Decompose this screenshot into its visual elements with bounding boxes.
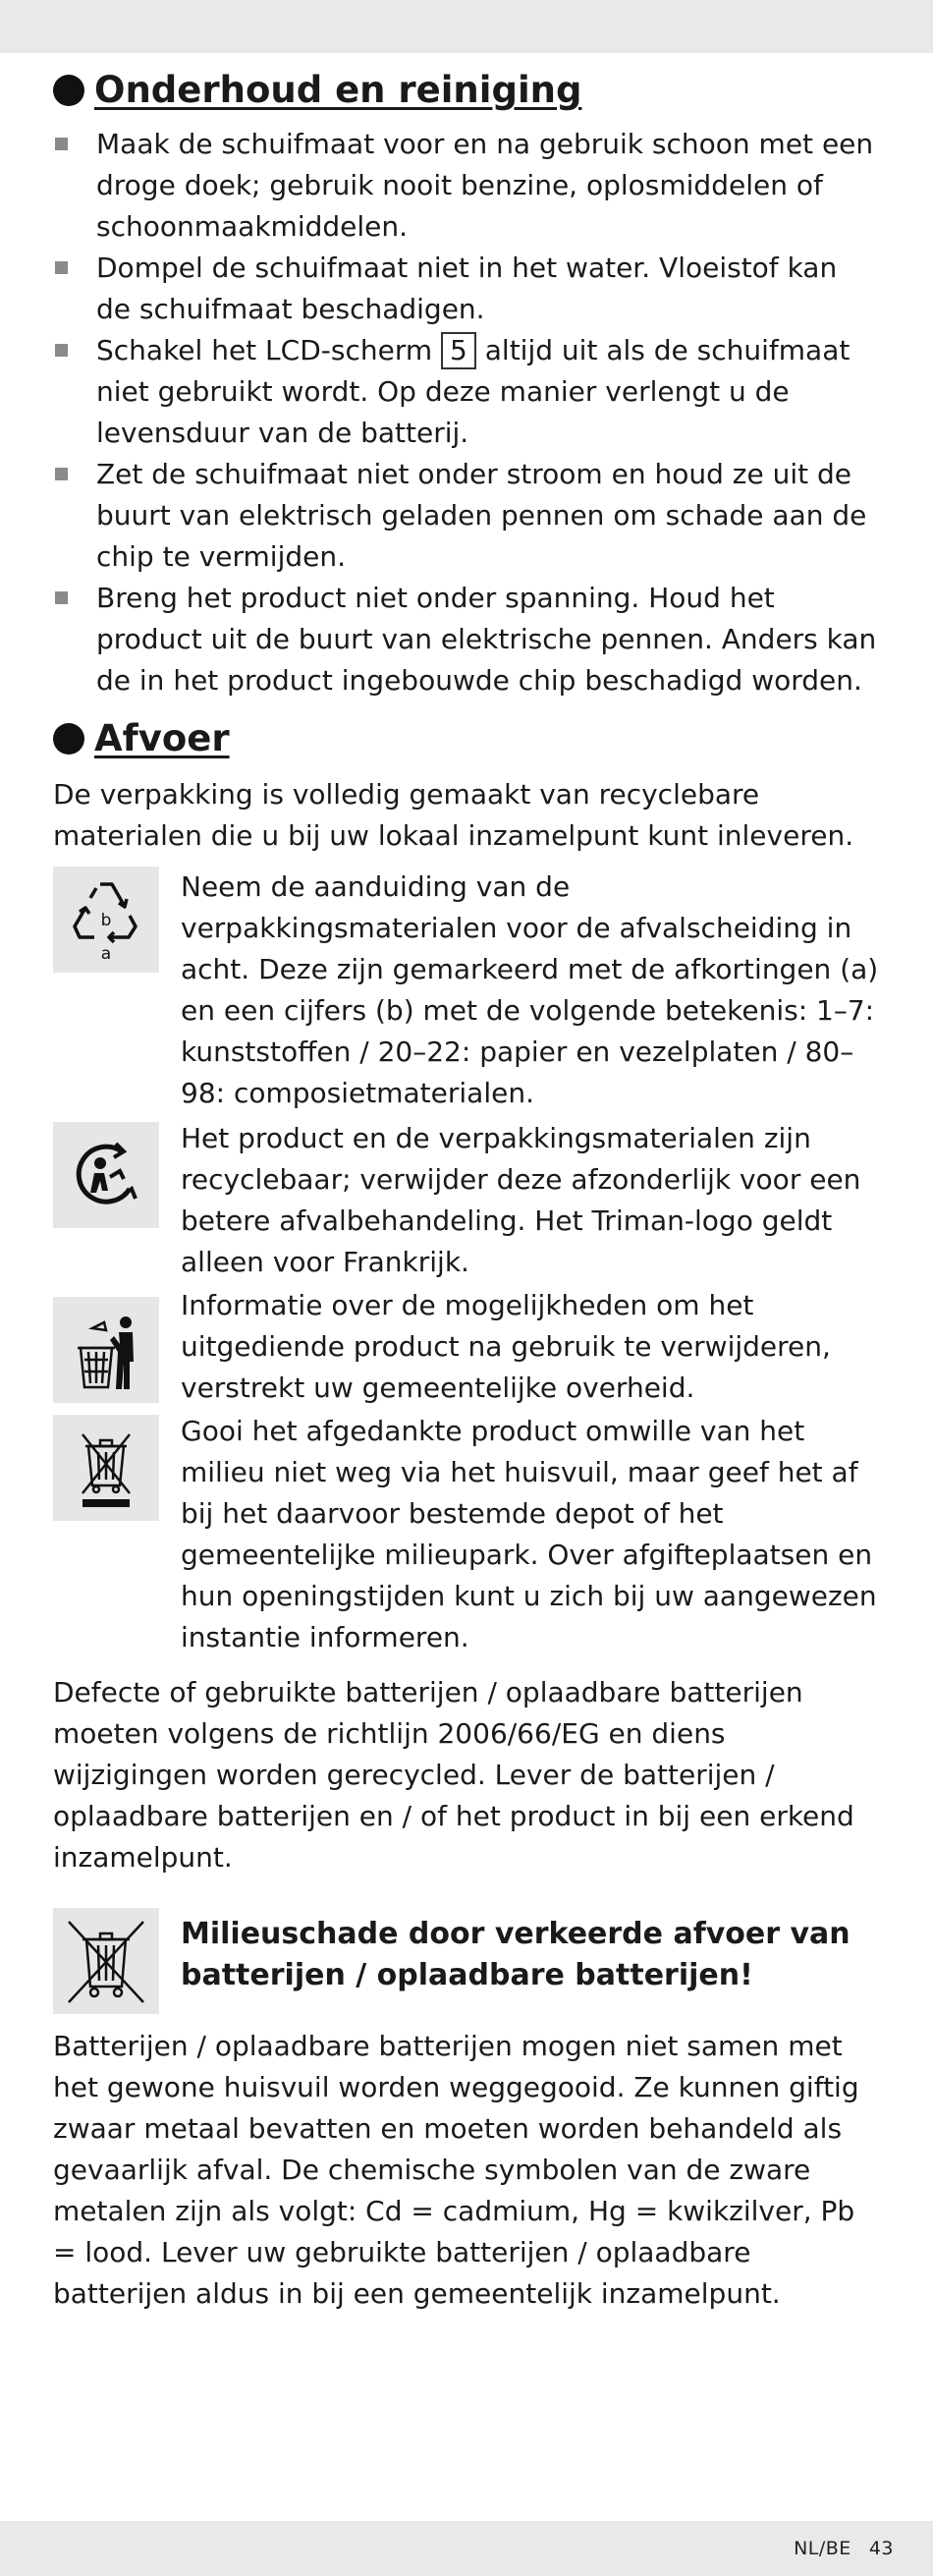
symbol-row-triman: Het product en de verpakkingsmaterialen zijn recyclebaar; verwijder deze afzonderlijk voor een betere afvalbehandeling. Het Triman-logo geldt alleen voor Frankrijk. (53, 1118, 880, 1283)
waste-bin-person-icon (53, 1297, 159, 1403)
top-margin-band (0, 0, 933, 53)
disposal-intro: De verpakking is volledig gemaakt van recyclebare materialen die u bij uw lokaal inzamelpunt kunt inleveren. (53, 778, 854, 852)
page-number: 43 (868, 2538, 894, 2559)
triman-logo-icon (53, 1122, 159, 1228)
recycling-code-icon (53, 867, 159, 973)
square-bullet-icon (55, 138, 68, 150)
page-footer (794, 2538, 894, 2559)
svg-text:a: a (100, 944, 112, 964)
section-heading-maintenance: Onderhoud en reiniging (53, 67, 880, 114)
maintenance-list (53, 124, 880, 701)
crossed-out-bin-icon (53, 1415, 159, 1521)
battery-recycling-paragraph: Defecte of gebruikte batterijen / oplaadbare batterijen moeten volgens de richtlijn 2006/66/EG en diens wijzigingen worden gerecycled. Lever de batterijen / oplaadbare batterijen en / of het product in bij een erkend inzamelpunt. (53, 1676, 854, 1874)
battery-warning (53, 1908, 880, 2014)
list-item: Dompel de schuifmaat niet in het water. Vloeistof kan de schuifmaat beschadigen. (53, 248, 880, 330)
square-bullet-icon (55, 591, 68, 604)
square-bullet-icon (55, 468, 68, 480)
svg-text:b: b (100, 911, 112, 930)
heading-bullet-dot (53, 723, 84, 755)
page-content (53, 67, 880, 2315)
square-bullet-icon (55, 261, 68, 274)
list-item: Schakel het LCD-scherm 5 altijd uit als de schuifmaat niet gebruikt wordt. Op deze manier verlengt u de levensduur van de batterij. (53, 330, 880, 454)
list-item: Zet de schuifmaat niet onder stroom en houd ze uit de buurt van elektrisch geladen pennen om schade aan de chip te vermijden. (53, 454, 880, 578)
list-item: Maak de schuifmaat voor en na gebruik schoon met een droge doek; gebruik nooit benzine, oplosmiddelen of schoonmaakmiddelen. (53, 124, 880, 248)
square-bullet-icon (55, 344, 68, 357)
list-item: Breng het product niet onder spanning. Houd het product uit de buurt van elektrische pennen. Anders kan de in het product ingebouwde chip beschadigd worden. (53, 578, 880, 701)
symbol-row-waste-bin: Informatie over de mogelijkheden om het uitgediende product na gebruik te verwijderen, verstrekt uw gemeentelijke overheid. (53, 1285, 880, 1409)
symbol-row-recycling-code: b a Neem de aanduiding van de verpakkingsmaterialen voor de afvalscheiding in acht. Deze zijn gemarkeerd met de afkortingen (a) en een cijfers (b) met de volgende betekenis: 1–7: kunststoffen / 20–22: papier en vezelplaten / 80–98: composietmaterialen. (53, 867, 880, 1114)
heading-bullet-dot (53, 75, 84, 106)
symbol-row-weee: Gooi het afgedankte product omwille van het milieu niet weg via het huisvuil, maar geef het af bij het daarvoor bestemde depot of het gemeentelijke milieupark. Over afgifteplaatsen en hun openingstijden kunt u zich bij uw aangewezen instantie informeren. (53, 1411, 880, 1658)
footer-locale: NL/BE (794, 2538, 851, 2559)
crossed-out-battery-bin-icon (53, 1908, 159, 2014)
battery-warning-title: Milieuschade door verkeerde afvoer van batterijen / oplaadbare batterijen! (181, 1917, 851, 1992)
lcd-reference-number: 5 (441, 332, 476, 369)
section-heading-disposal: Afvoer (53, 715, 880, 762)
battery-disposal-paragraph: Batterijen / oplaadbare batterijen mogen niet samen met het gewone huisvuil worden weggegooid. Ze kunnen giftig zwaar metaal bevatten en moeten worden behandeld als gevaarlijk afval. De chemische symbolen van de zware metalen zijn als volgt: Cd = cadmium, Hg = kwikzilver, Pb = lood. Lever uw gebruikte batterijen / oplaadbare batterijen aldus in bij een gemeentelijk inzamelpunt. (53, 2030, 859, 2310)
